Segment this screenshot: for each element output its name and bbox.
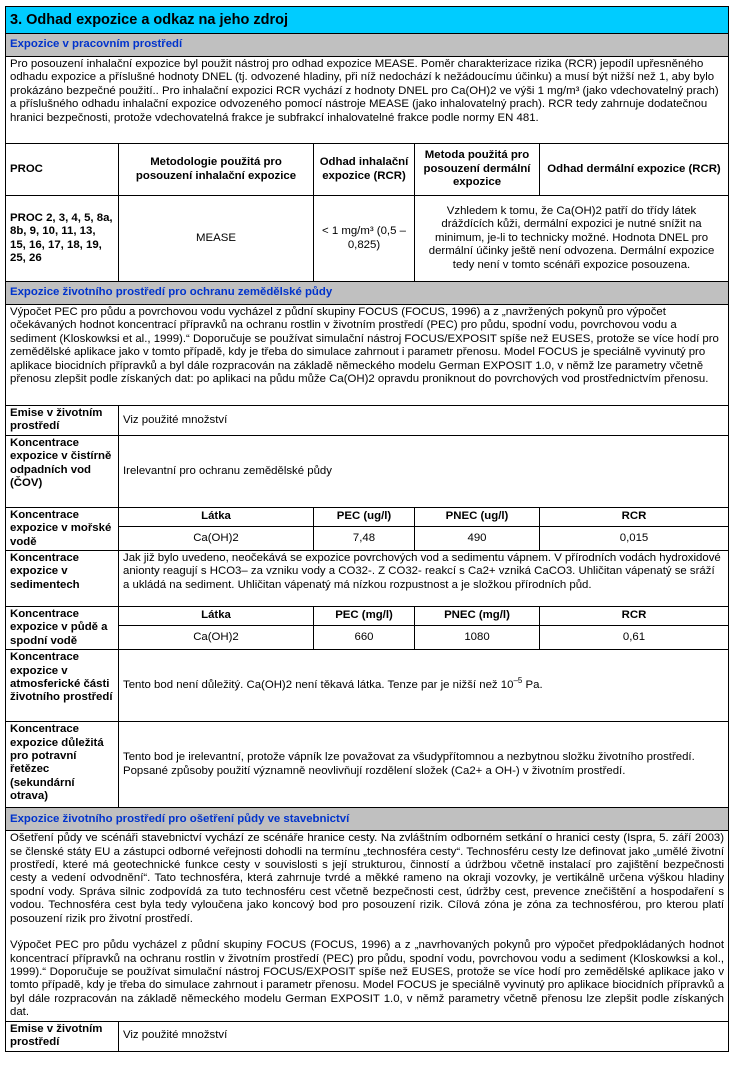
col-estimate-dermal: Odhad dermální expozice (RCR) — [540, 144, 729, 196]
method-inhalation-value: MEASE — [119, 196, 314, 282]
atmosphere-label: Koncentrace expozice v atmosferické části životního prostředí — [6, 650, 119, 722]
road-paragraph-2: Výpočet PEC pro půdu vycházel z půdní skupiny FOCUS (FOCUS, 1996) a z „navrhovaných pokynů pro výpočet předpokládaných hodnot koncentrací přípravků na ochranu rostlin v životním prostředí (PEC) pro půdu, spodní vodu, povrchovou vodu a sediment (Kloskowksi a kol., 1999).“ Doporučuje se používat simulační nástroj FOCUS/EXPOSIT spíše než EUSES, protože se více hodí pro zemědělské aplikace jako v tomto případě, kdy je třeba do simulace zahrnout i parametr přenosu. Model FOCUS je speciálně vyvinutý pro aplikace biocidních přípravků a byl dále rozpracován na základě německého modelu German EXPOSIT 1.0, v němž parametry včetně přenosu lze zlepšit podle získaných dat. — [10, 939, 725, 1019]
food-chain-value: Tento bod je irelevantní, protože vápník lze považovat za všudypřítomnou a nezbytnou složku životního prostředí. Popsané způsoby použití významně neovlivňují rozdělení složek (Ca2+ a OH-) v životním prostředí. — [119, 722, 729, 808]
road-emise-value: Viz použité množství — [119, 1021, 729, 1051]
sea-rcr: 0,015 — [540, 527, 729, 551]
sediment-value: Jak již bylo uvedeno, neočekává se expozice povrchových vod a sedimentu vápnem. V přírodních vodách hydroxidové anionty reagují s HCO3– za vzniku vody a CO32-. Z CO32- reakcí s Ca2+ vzniká CaCO3. Uhličitan vápenatý se sráží a ukládá na sediment. Uhličitan vápenatý má nízkou rozpustnost a je složkou přírodních půd. — [119, 551, 729, 607]
col-method-inhalation: Metodologie použitá pro posouzení inhalační expozice — [119, 144, 314, 196]
road-heading: Expozice životního prostředí pro ošetření půdy ve stavebnictví — [6, 808, 729, 831]
food-chain-label: Koncentrace expozice důležitá pro potravní řetězec (sekundární otrava) — [6, 722, 119, 808]
soil-pec: 660 — [314, 625, 415, 650]
col-estimate-inhalation: Odhad inhalační expozice (RCR) — [314, 144, 415, 196]
soil-substance: Ca(OH)2 — [119, 625, 314, 650]
col-proc: PROC — [6, 144, 119, 196]
work-heading: Expozice v pracovním prostředí — [6, 34, 729, 57]
sea-header-pec: PEC (ug/l) — [314, 507, 415, 526]
dermal-value: Vzhledem k tomu, že Ca(OH)2 patří do třídy látek dráždících kůži, dermální expozici je nutné snížit na minimum, je-li to technicky možné. Hodnota DNEL pro dermální účinky ještě není odvozena. Dermální expozice tedy není v tomto scénáři expozice posouzena. — [415, 196, 729, 282]
agri-intro: Výpočet PEC pro půdu a povrchovou vodu vycházel z půdní skupiny FOCUS (FOCUS, 1996) a z „navržených pokynů pro výpočet očekávaných hodnot koncentrací přípravků na ochranu rostlin v životním prostředí (PEC) pro půdu, spodní vodu, povrchovou vodu a sediment (Kloskowksi et al., 1999).“ Doporučuje se používat simulační nástroj FOCUS/EXPOSIT spíše než EUSES, protože se více hodí pro zemědělské aplikace jako v tomto případě, kdy je třeba do simulace zahrnout i parametr přenosu. Model FOCUS je speciálně vyvinutý pro aplikace biocidních přípravků a byl dále rozpracován na základě německého modelu German EXPOSIT 1.0, v němž lze parametry včetně přenosu zlepšit podle získaných dat: po aplikaci na půdu může Ca(OH)2 opravdu proniknout do povrchových vod prostřednictvím přenosu. — [6, 305, 729, 406]
road-paragraph-1: Ošetření půdy ve scénáři stavebnictví vychází ze scénáře hranice cesty. Na zvláštním odborném setkání o hranici cesty (Ispra, 5. září 2003) se členské státy EU a zástupci odborné veřejnosti dohodli na termínu „technosféra cesty“. Technosféru cesty lze definovat jako „umělé životní prostředí, které má geotechnické funkce cesty v souvislosti s její strukturou, činností a údržbou včetně instalací pro zajištění bezpečnosti cesty a vedení odvodnění“. Tato technosféra, která zahrnuje tvrdé a měkké rameno na okraji vozovky, je vertikálně určena výškou hladiny spodní vody. Správa silnic zodpovídá za tuto technosféru cest včetně bezpečnosti cest, údržby cest, prevence znečištění a hospodaření s vodou. Technosféra cest byla tedy vyloučena jako koncový bod pro posouzení rizik. Cílová zóna je zóna za technosférou, pro kterou platí posouzení rizik pro životní prostředí. — [10, 832, 725, 925]
sea-pec: 7,48 — [314, 527, 415, 551]
soil-header-rcr: RCR — [540, 607, 729, 626]
soil-header-substance: Látka — [119, 607, 314, 626]
road-text — [6, 831, 729, 1021]
section-title: 3. Odhad expozice a odkaz na jeho zdroj — [6, 7, 729, 34]
col-method-dermal: Metoda použitá pro posouzení dermální expozice — [415, 144, 540, 196]
sea-header-pnec: PNEC (ug/l) — [415, 507, 540, 526]
agri-heading: Expozice životního prostředí pro ochranu zemědělské půdy — [6, 282, 729, 305]
soil-rcr: 0,61 — [540, 625, 729, 650]
sea-label: Koncentrace expozice v mořské vodě — [6, 507, 119, 550]
sea-header-substance: Látka — [119, 507, 314, 526]
estimate-inhalation-value: < 1 mg/m³ (0,5 – 0,825) — [314, 196, 415, 282]
document — [5, 6, 728, 1052]
exposure-table — [5, 6, 729, 1052]
sea-header-rcr: RCR — [540, 507, 729, 526]
soil-header-pnec: PNEC (mg/l) — [415, 607, 540, 626]
proc-value: PROC 2, 3, 4, 5, 8a, 8b, 9, 10, 11, 13, 15, 16, 17, 18, 19, 25, 26 — [6, 196, 119, 282]
cov-value: Irelevantní pro ochranu zemědělské půdy — [119, 435, 729, 507]
soil-header-pec: PEC (mg/l) — [314, 607, 415, 626]
sea-substance: Ca(OH)2 — [119, 527, 314, 551]
soil-pnec: 1080 — [415, 625, 540, 650]
work-intro: Pro posouzení inhalační expozice byl použit nástroj pro odhad expozice MEASE. Poměr charakterizace rizika (RCR) jepodíl upřesněného odhadu expozice a příslušné hodnoty DNEL (tj. odvozené hladiny, při níž nedochází k nežádoucímu účinku) a musí být nižší než 1, aby bylo prokázáno bezpečné použití.. Pro inhalační expozici RCR vychází z hodnoty DNEL pro Ca(OH)2 ve výši 1 mg/m³ (jako vdechovatelný prach) a příslušného odhadu inhalační expozice odvozeného pomocí nástroje MEASE (jako inhalovatelný prach). RCR tedy zahrnuje dodatečnou hranici bezpečnosti, protože vdechovatelná frakce je subfrakcí inhalovatelné frakce podle normy EN 481. — [6, 57, 729, 144]
agri-emise-label: Emise v životním prostředí — [6, 406, 119, 436]
soil-label: Koncentrace expozice v půdě a spodní vodě — [6, 607, 119, 650]
sediment-label: Koncentrace expozice v sedimentech — [6, 551, 119, 607]
cov-label: Koncentrace expozice v čistírně odpadních vod (ČOV) — [6, 435, 119, 507]
agri-emise-value: Viz použité množství — [119, 406, 729, 436]
sea-pnec: 490 — [415, 527, 540, 551]
road-emise-label: Emise v životním prostředí — [6, 1021, 119, 1051]
atmosphere-value: Tento bod není důležitý. Ca(OH)2 není těkavá látka. Tenze par je nižší než $10^{-5}$ Pa. — [119, 650, 729, 722]
